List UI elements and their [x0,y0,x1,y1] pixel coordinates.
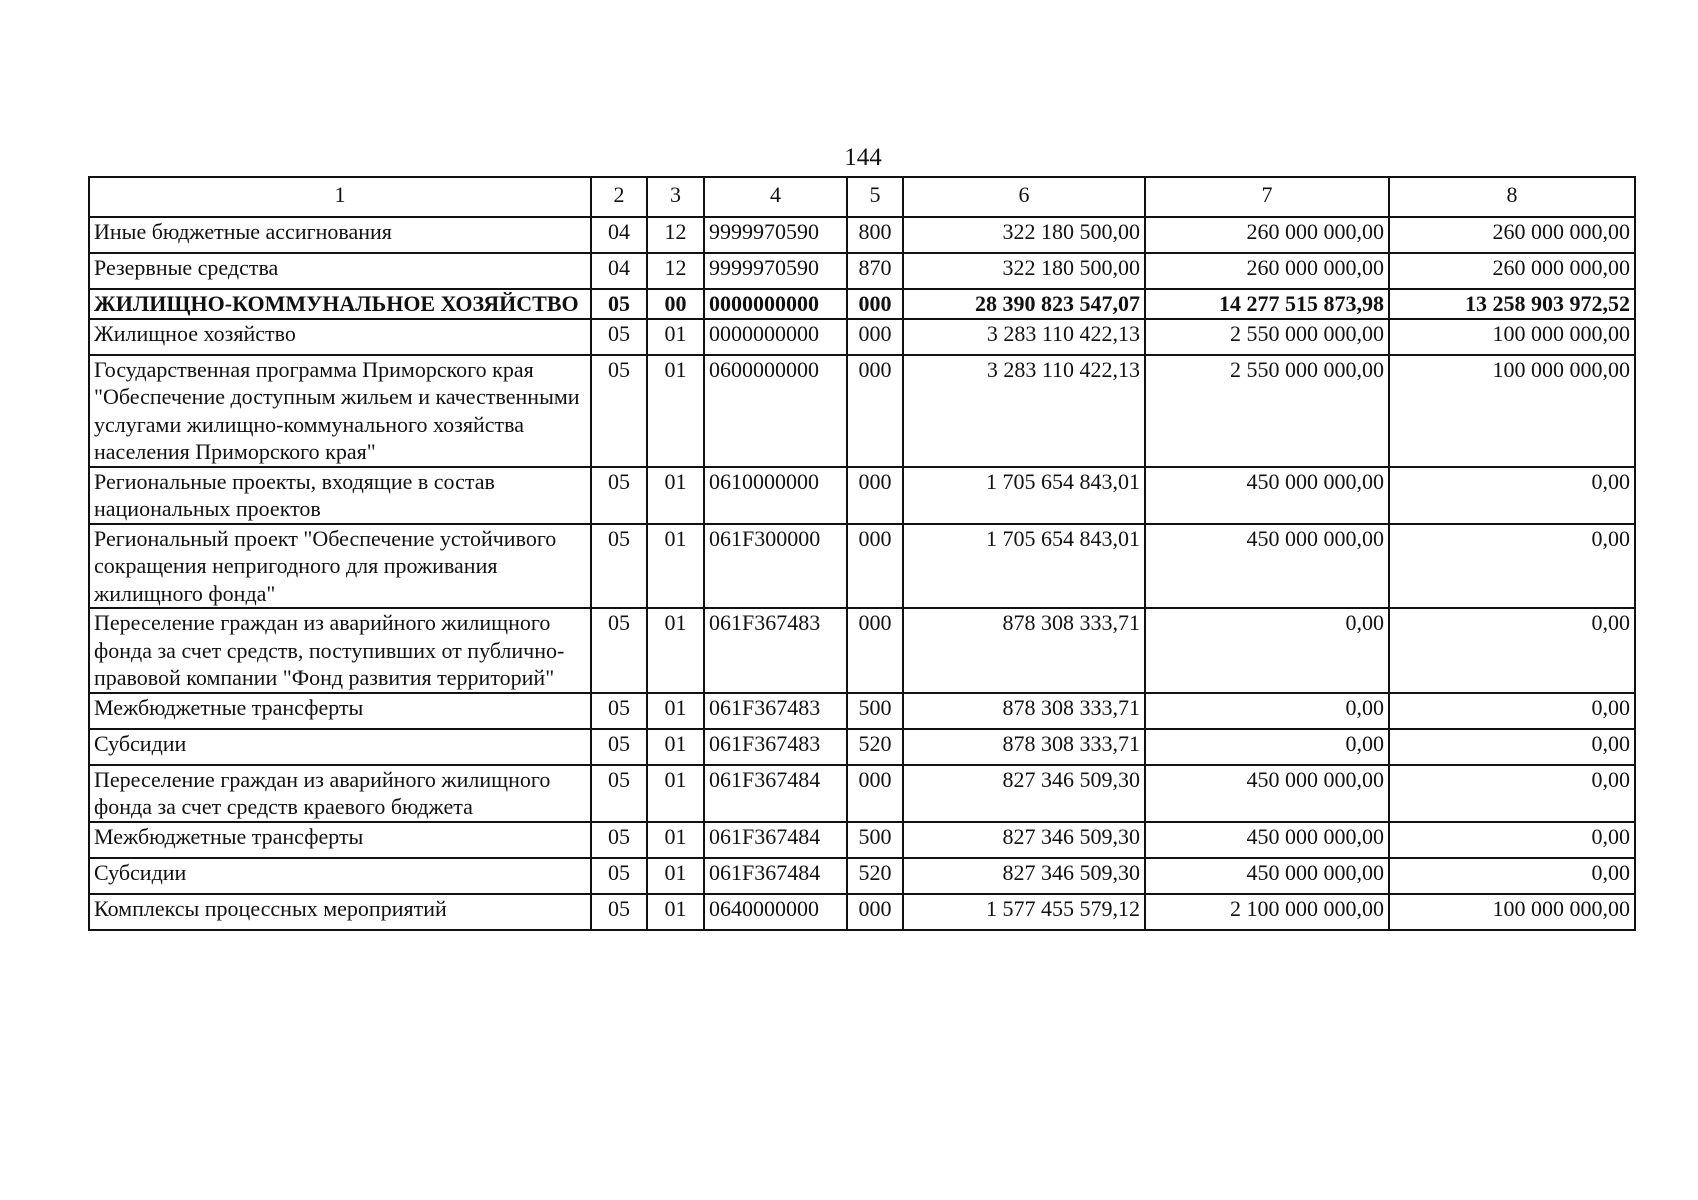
row-amount-col8: 0,00 [1389,729,1635,765]
row-subsection: 01 [647,608,704,693]
row-subsection: 01 [647,693,704,729]
row-subsection: 01 [647,858,704,894]
header-col-7: 7 [1145,177,1389,217]
row-subsection: 01 [647,894,704,930]
row-section: 05 [591,894,647,930]
row-amount-col6: 3 283 110 422,13 [903,355,1145,467]
row-target-code: 9999970590 [704,253,847,289]
row-expense-type: 000 [847,894,903,930]
row-name: Субсидии [89,858,591,894]
row-section: 05 [591,608,647,693]
row-target-code: 0000000000 [704,319,847,355]
row-amount-col8: 0,00 [1389,524,1635,609]
row-section: 05 [591,858,647,894]
row-amount-col7: 260 000 000,00 [1145,217,1389,253]
row-subsection: 00 [647,289,704,319]
row-amount-col7: 450 000 000,00 [1145,858,1389,894]
row-expense-type: 870 [847,253,903,289]
table-row [89,253,1635,289]
row-expense-type: 000 [847,765,903,822]
row-target-code: 061F367483 [704,693,847,729]
row-amount-col7: 0,00 [1145,729,1389,765]
row-expense-type: 000 [847,289,903,319]
row-section: 05 [591,765,647,822]
table-row [89,355,1635,467]
row-name: Жилищное хозяйство [89,319,591,355]
row-name: ЖИЛИЩНО-КОММУНАЛЬНОЕ ХОЗЯЙСТВО [89,289,591,319]
row-amount-col8: 13 258 903 972,52 [1389,289,1635,319]
row-amount-col6: 827 346 509,30 [903,765,1145,822]
row-expense-type: 000 [847,524,903,609]
header-row [89,177,1635,217]
row-amount-col6: 322 180 500,00 [903,253,1145,289]
row-name: Резервные средства [89,253,591,289]
row-amount-col7: 450 000 000,00 [1145,765,1389,822]
row-expense-type: 520 [847,858,903,894]
header-col-6: 6 [903,177,1145,217]
table-row [89,289,1635,319]
row-subsection: 12 [647,217,704,253]
row-section: 05 [591,355,647,467]
row-amount-col7: 260 000 000,00 [1145,253,1389,289]
row-name: Переселение граждан из аварийного жилищного фонда за счет средств краевого бюджета [89,765,591,822]
row-amount-col8: 260 000 000,00 [1389,217,1635,253]
row-amount-col6: 878 308 333,71 [903,693,1145,729]
table-row [89,822,1635,858]
header-col-3: 3 [647,177,704,217]
row-expense-type: 520 [847,729,903,765]
table-row [89,217,1635,253]
row-amount-col7: 450 000 000,00 [1145,467,1389,524]
row-subsection: 12 [647,253,704,289]
table-row [89,729,1635,765]
table-row [89,319,1635,355]
row-amount-col8: 0,00 [1389,765,1635,822]
table-row [89,693,1635,729]
row-subsection: 01 [647,729,704,765]
row-amount-col8: 100 000 000,00 [1389,894,1635,930]
row-amount-col6: 827 346 509,30 [903,858,1145,894]
row-amount-col7: 0,00 [1145,608,1389,693]
row-target-code: 061F300000 [704,524,847,609]
row-target-code: 061F367484 [704,822,847,858]
table-row [89,467,1635,524]
row-section: 05 [591,693,647,729]
row-section: 04 [591,217,647,253]
budget-table [88,176,1636,931]
row-expense-type: 000 [847,467,903,524]
row-amount-col7: 0,00 [1145,693,1389,729]
row-name: Субсидии [89,729,591,765]
row-amount-col6: 1 705 654 843,01 [903,524,1145,609]
row-target-code: 0000000000 [704,289,847,319]
row-amount-col7: 450 000 000,00 [1145,524,1389,609]
row-amount-col8: 100 000 000,00 [1389,319,1635,355]
row-name: Межбюджетные трансферты [89,822,591,858]
row-amount-col6: 322 180 500,00 [903,217,1145,253]
row-section: 04 [591,253,647,289]
row-amount-col8: 0,00 [1389,693,1635,729]
table-row [89,858,1635,894]
row-amount-col6: 878 308 333,71 [903,608,1145,693]
row-subsection: 01 [647,319,704,355]
row-section: 05 [591,319,647,355]
row-amount-col7: 450 000 000,00 [1145,822,1389,858]
row-expense-type: 500 [847,693,903,729]
row-subsection: 01 [647,822,704,858]
row-amount-col6: 827 346 509,30 [903,822,1145,858]
header-col-8: 8 [1389,177,1635,217]
row-expense-type: 800 [847,217,903,253]
row-amount-col8: 0,00 [1389,608,1635,693]
row-amount-col8: 0,00 [1389,858,1635,894]
row-amount-col7: 14 277 515 873,98 [1145,289,1389,319]
row-amount-col8: 0,00 [1389,467,1635,524]
table-row [89,524,1635,609]
row-amount-col7: 2 550 000 000,00 [1145,319,1389,355]
row-subsection: 01 [647,355,704,467]
row-subsection: 01 [647,524,704,609]
row-expense-type: 000 [847,319,903,355]
row-amount-col7: 2 550 000 000,00 [1145,355,1389,467]
row-subsection: 01 [647,467,704,524]
row-amount-col6: 3 283 110 422,13 [903,319,1145,355]
table-row [89,894,1635,930]
row-target-code: 061F367484 [704,765,847,822]
row-amount-col6: 878 308 333,71 [903,729,1145,765]
table-row [89,608,1635,693]
row-name: Иные бюджетные ассигнования [89,217,591,253]
row-section: 05 [591,524,647,609]
row-expense-type: 500 [847,822,903,858]
page-number: 144 [844,144,882,171]
header-col-1: 1 [89,177,591,217]
row-amount-col6: 1 705 654 843,01 [903,467,1145,524]
row-target-code: 0600000000 [704,355,847,467]
row-expense-type: 000 [847,355,903,467]
row-target-code: 061F367484 [704,858,847,894]
header-col-4: 4 [704,177,847,217]
row-target-code: 0610000000 [704,467,847,524]
row-amount-col6: 28 390 823 547,07 [903,289,1145,319]
row-target-code: 061F367483 [704,608,847,693]
row-name: Региональный проект "Обеспечение устойчивого сокращения непригодного для проживания жилищного фонда" [89,524,591,609]
row-amount-col8: 260 000 000,00 [1389,253,1635,289]
row-section: 05 [591,729,647,765]
row-section: 05 [591,467,647,524]
header-col-5: 5 [847,177,903,217]
row-amount-col8: 0,00 [1389,822,1635,858]
row-amount-col6: 1 577 455 579,12 [903,894,1145,930]
table-row [89,765,1635,822]
row-amount-col7: 2 100 000 000,00 [1145,894,1389,930]
row-target-code: 0640000000 [704,894,847,930]
row-section: 05 [591,822,647,858]
row-name: Государственная программа Приморского края "Обеспечение доступным жильем и качественными услугами жилищно-коммунального хозяйства населения Приморского края" [89,355,591,467]
row-name: Региональные проекты, входящие в состав национальных проектов [89,467,591,524]
header-col-2: 2 [591,177,647,217]
row-name: Межбюджетные трансферты [89,693,591,729]
row-target-code: 061F367483 [704,729,847,765]
row-name: Переселение граждан из аварийного жилищного фонда за счет средств, поступивших от публично-правовой компании "Фонд развития территорий" [89,608,591,693]
row-section: 05 [591,289,647,319]
row-target-code: 9999970590 [704,217,847,253]
row-subsection: 01 [647,765,704,822]
row-amount-col8: 100 000 000,00 [1389,355,1635,467]
row-name: Комплексы процессных мероприятий [89,894,591,930]
row-expense-type: 000 [847,608,903,693]
